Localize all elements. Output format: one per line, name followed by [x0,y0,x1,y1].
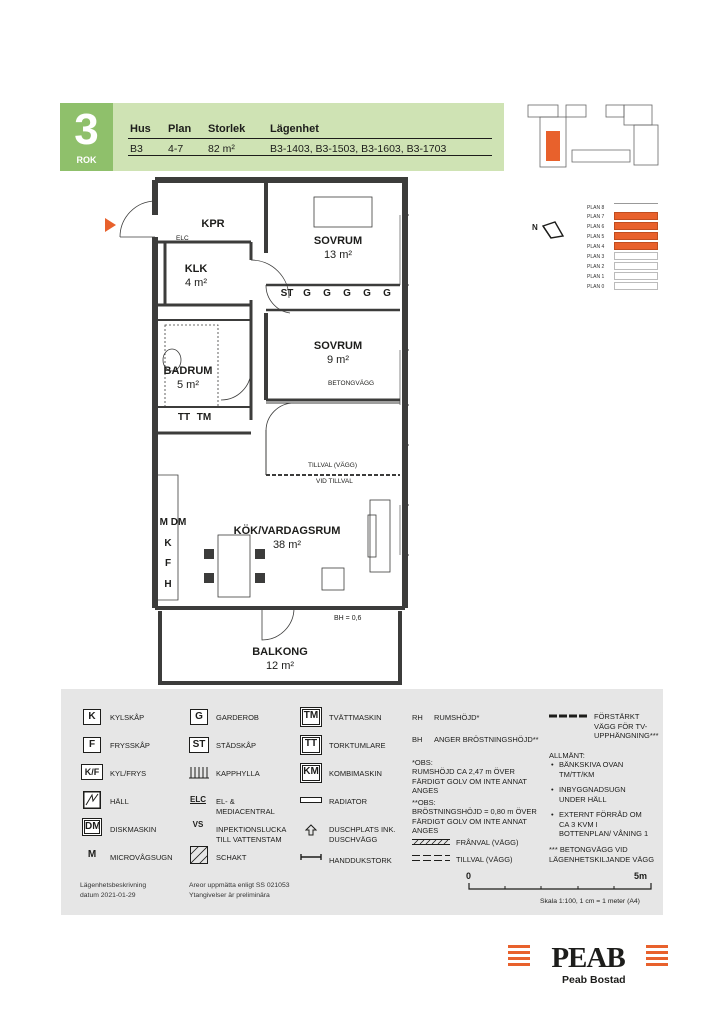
wardrobe-label: G [383,288,391,299]
betongvagg-note: *** BETONGVÄGG VID LÄGENHETSKILJANDE VÄGG [549,845,655,864]
fridge-label: K [164,538,172,549]
hob-icon [83,791,101,809]
entrance-arrow-icon [105,218,116,232]
scale-start: 0 [466,871,472,881]
chair-icon [204,573,214,583]
legend-symbol-tm: TM [300,707,322,727]
legend-label: KAPPHYLLA [216,769,260,778]
header-rule-bottom [128,155,492,156]
legend-label: TVÄTTMASKIN [329,713,382,722]
floor-label: PLAN 6 [587,224,605,230]
scale-bar [468,882,652,892]
floor-row [614,203,658,211]
elc-label: ELC [176,235,189,242]
floor-row [614,272,658,280]
scale-end: 5m [634,871,648,881]
floor-label: PLAN 5 [587,234,605,240]
col-lagenhet-value: B3-1403, B3-1503, B3-1603, B3-1703 [270,143,447,155]
wardrobe-label: G [323,288,331,299]
peab-logo [508,942,668,970]
radiator-icon [300,797,322,803]
microwave-dishwasher-label: M DM [159,517,187,528]
franval-label: FRÅNVAL (VÄGG) [456,838,519,847]
room-klk-name: KLK [184,263,208,275]
wardrobe-row [277,288,397,299]
legend-label: RADIATOR [329,797,368,806]
legend-symbol-k: K [83,709,101,725]
tillval-wall-icon [412,855,450,861]
legend-label: FRYSSKÅP [110,741,150,750]
svg-text:PEAB: PEAB [551,942,625,970]
room-kpr-label: KPR [201,218,225,230]
room-sovrum-1-area: 13 m² [323,249,353,261]
allmant-item: BÄNKSKIVA OVAN TM/TT/KM [559,760,624,779]
room-kitchen-area: 38 m² [272,539,302,551]
wardrobe-label: G [363,288,371,299]
wardrobe-label: G [303,288,311,299]
col-lagenhet-header: Lägenhet [270,123,319,135]
legend-label: KOMBIMASKIN [329,769,382,778]
legend-symbol-dm: DM [82,818,102,836]
obs2-title: **OBS: [412,798,436,807]
rooms-label: ROK [76,155,97,165]
legend-label: MICROVÅGSUGN [110,853,173,862]
allmant-item: EXTERNT FÖRRÅD OM CA 3 KVM I BOTTENPLAN/ VÅNING 1 [559,810,649,838]
legend-label: GARDEROB [216,713,259,722]
key-plan [520,100,670,175]
hob-label: H [164,579,172,590]
footer-preliminary: Ytangivelser är preliminära [189,892,270,899]
floor-label: PLAN 2 [587,264,605,270]
legend-symbol-g: G [190,709,208,725]
legend-symbol-kf: K/F [81,764,103,780]
rh-label: RUMSHÖJD* [434,713,480,722]
legend-symbol-m: M [87,849,97,860]
legend-label: HANDDUKSTORK [329,856,392,865]
betongvagg-label: BETONGVÄGG [328,380,375,387]
chair-icon [255,573,265,583]
room-sovrum-2-area: 9 m² [327,354,349,366]
room-sovrum-1-name: SOVRUM [313,235,363,247]
vid-tillval-label: VID TILLVAL [316,478,353,485]
col-hus-value: B3 [130,143,143,155]
legend-label: DUSCHPLATS INK. DUSCHVÄGG [329,825,396,844]
room-balkong-area: 12 m² [265,660,295,672]
floor-row-highlighted [614,222,658,230]
legend-symbol-tt: TT [300,735,322,755]
floor-label: PLAN 3 [587,254,605,260]
wardrobe-label: G [343,288,351,299]
rooms-number: 3 [74,105,99,154]
towel-rail-icon [300,853,322,861]
brand-subtitle: Peab Bostad [562,974,626,986]
legend-label: INPEKTIONSLUCKA TILL VATTENSTAM [216,825,287,844]
forstarkt-label: FÖRSTÄRKT VÄGG FÖR TV-UPPHÄNGNING*** [594,712,659,740]
legend-label: HÄLL [110,797,129,806]
col-plan-header: Plan [168,123,192,135]
obs1-title: *OBS: [412,758,433,767]
room-kitchen-name: KÖK/VARDAGSRUM [233,525,341,537]
dryer-label: TT [177,412,191,423]
floor-label: PLAN 4 [587,244,605,250]
rh-code: RH [412,713,423,722]
header-band [60,103,504,171]
allmant-item: INBYGGNADSUGN UNDER HÄLL [559,785,626,804]
floor-label: PLAN 8 [587,205,605,211]
shaft-icon [190,846,208,864]
bh-code: BH [412,735,423,744]
floor-row-highlighted [614,242,658,250]
legend-symbol-vs: VS [192,820,204,829]
room-balkong-name: BALKONG [252,646,308,658]
tillval-legend-label: TILLVAL (VÄGG) [456,855,513,864]
legend-label: KYL/FRYS [110,769,147,778]
legend-symbol-elc: ELC [190,795,206,804]
scale-text: Skala 1:100, 1 cm = 1 meter (A4) [540,898,640,905]
room-badrum-area: 5 m² [177,379,199,391]
legend-label: DISKMASKIN [110,825,157,834]
floor-label: PLAN 0 [587,284,605,290]
legend-label: SCHAKT [216,853,247,862]
obs1-text: RUMSHÖJD CA 2,47 m ÖVER FÄRDIGT GOLV OM INTE ANNAT ANGES [412,767,527,795]
floor-row-highlighted [614,232,658,240]
north-label: N [532,223,538,232]
floor-label: PLAN 7 [587,214,605,220]
legend-label: KYLSKÅP [110,713,145,722]
legend-symbol-f: F [83,737,101,753]
legend-symbol-st: ST [189,737,209,753]
col-storlek-header: Storlek [208,123,246,135]
legend-label: STÄDSKÅP [216,741,257,750]
floor-row-highlighted [614,212,658,220]
legend-symbol-km: KM [300,763,322,783]
shower-icon [305,824,317,836]
obs2-text: BRÖSTNINGSHÖJD = 0,80 m ÖVER FÄRDIGT GOLV OM INTE ANNAT ANGES [412,807,537,835]
tillval-wall-label: TILLVAL (VÄGG) [308,462,358,469]
reinforced-wall-icon [549,714,589,718]
bh-legend-label: ANGER BRÖSTNINGSHÖJD** [434,735,539,744]
franval-wall-icon [412,839,450,845]
room-klk-area: 4 m² [185,277,207,289]
footer-areas: Areor uppmätta enligt SS 021053 [189,882,290,889]
north-arrow-icon [541,220,565,240]
bh-label: BH = 0,6 [334,615,362,622]
legend-label: TORKTUMLARE [329,741,386,750]
col-plan-value: 4-7 [168,143,184,155]
floor-row [614,262,658,270]
floor-row [614,282,658,290]
floor-label: PLAN 1 [587,274,605,280]
washer-label: TM [196,412,212,423]
floor-row [614,252,658,260]
col-storlek-value: 82 m² [208,143,235,155]
col-hus-header: Hus [130,123,151,135]
footer-date: datum 2021-01-29 [80,892,136,899]
highlighted-apartment [546,131,560,161]
room-badrum-name: BADRUM [163,365,213,377]
room-sovrum-2-name: SOVRUM [313,340,363,352]
footer-desc: Lägenhetsbeskrivning [80,882,147,889]
chair-icon [204,549,214,559]
header-rule [128,138,492,139]
freezer-label: F [164,558,172,569]
allmant-title: ALLMÄNT: [549,751,585,760]
cleaning-closet-label: ST [280,288,294,299]
legend-label: EL- & MEDIACENTRAL [216,797,275,816]
coat-rack-icon [188,764,210,780]
